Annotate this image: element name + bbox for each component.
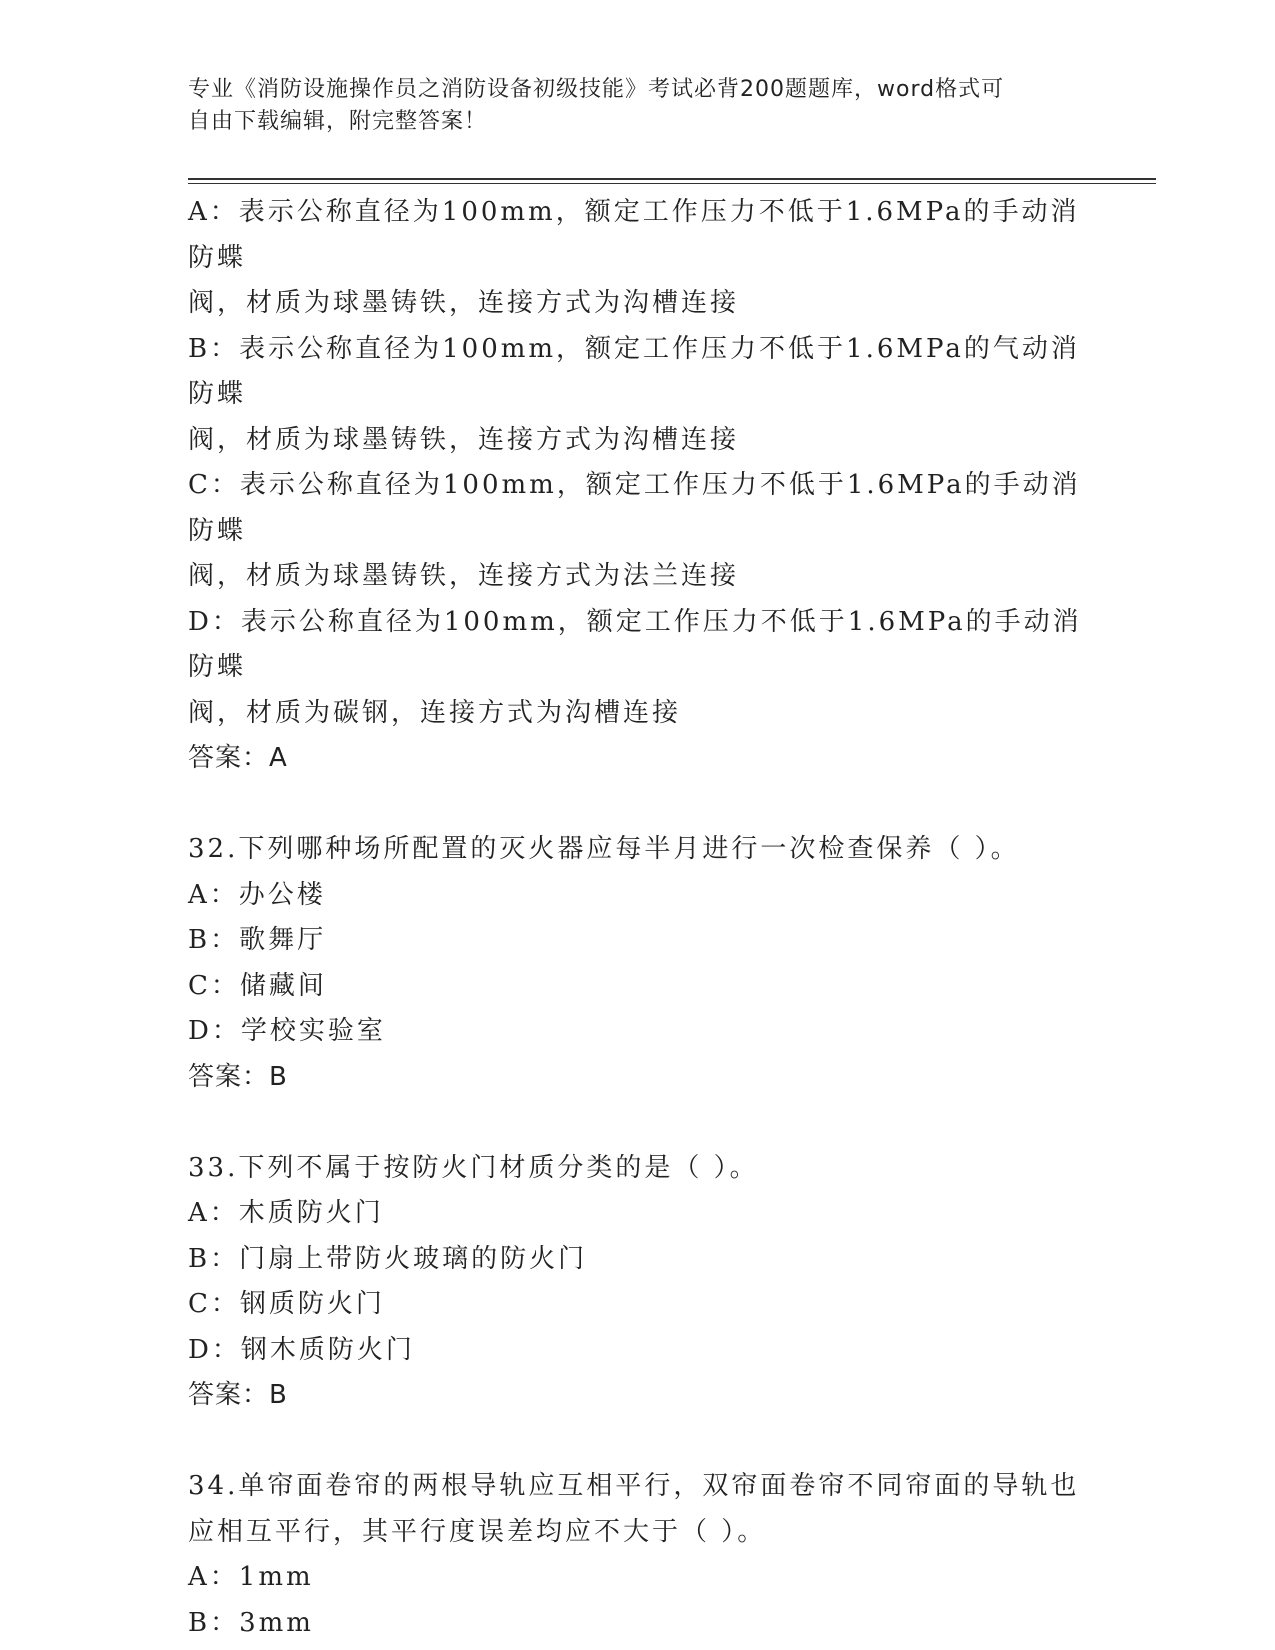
header-divider-thick <box>188 178 1156 180</box>
q34-question-line-2: 应相互平行，其平行度误差均应不大于（ ）。 <box>188 1516 767 1547</box>
question-34 <box>188 1464 1088 1646</box>
header-line-2: 自由下载编辑，附完整答案！ <box>188 109 488 134</box>
header-divider-thin <box>188 183 1156 184</box>
spacer <box>188 782 1088 828</box>
document-header <box>188 74 1088 138</box>
q31-option-a-line-2: 阀，材质为球墨铸铁，连接方式为沟槽连接 <box>188 288 740 318</box>
q33-question: 33.下列不属于按防火门材质分类的是（ ）。 <box>188 1152 759 1183</box>
q32-option-b: B：歌舞厅 <box>188 925 327 955</box>
q31-option-d-line-1: D：表示公称直径为100mm，额定工作压力不低于1.6MPa的手动消防蝶 <box>188 606 1082 682</box>
q33-option-a: A：木质防火门 <box>188 1198 384 1228</box>
spacer <box>188 1100 1088 1146</box>
q32-question: 32.下列哪种场所配置的灭火器应每半月进行一次检查保养（ ）。 <box>188 834 1020 864</box>
q32-option-a: A：办公楼 <box>188 879 326 910</box>
spacer <box>188 1419 1088 1465</box>
q34-question-line-1: 34.单帘面卷帘的两根导轨应互相平行，双帘面卷帘不同帘面的导轨也 <box>188 1471 1080 1501</box>
q31-answer: 答案：A <box>188 743 288 773</box>
q31-option-b-line-1: B：表示公称直径为100mm，额定工作压力不低于1.6MPa的气动消防蝶 <box>188 333 1080 409</box>
q33-answer: 答案：B <box>188 1380 288 1410</box>
document-body <box>188 190 1088 1646</box>
q32-answer: 答案：B <box>188 1061 288 1092</box>
q31-option-b-line-2: 阀，材质为球墨铸铁，连接方式为沟槽连接 <box>188 424 740 455</box>
q32-option-c: C：储藏间 <box>188 970 327 1001</box>
q31-option-c-line-2: 阀，材质为球墨铸铁，连接方式为法兰连接 <box>188 561 740 591</box>
q33-option-d: D：钢木质防火门 <box>188 1334 415 1365</box>
question-31 <box>188 190 1088 782</box>
q32-option-d: D：学校实验室 <box>188 1016 386 1046</box>
q31-option-a-line-1: A：表示公称直径为100mm，额定工作压力不低于1.6MPa的手动消防蝶 <box>188 197 1080 273</box>
q31-option-c-line-1: C：表示公称直径为100mm，额定工作压力不低于1.6MPa的手动消防蝶 <box>188 470 1081 546</box>
question-32 <box>188 827 1088 1100</box>
q34-option-b: B：3mm <box>188 1607 314 1638</box>
q33-option-b: B：门扇上带防火玻璃的防火门 <box>188 1243 588 1274</box>
q31-option-d-line-2: 阀，材质为碳钢，连接方式为沟槽连接 <box>188 697 682 728</box>
q34-option-a: A：1mm <box>188 1562 314 1592</box>
header-line-1: 专业《消防设施操作员之消防设备初级技能》考试必背200题题库，word格式可 <box>188 77 1005 102</box>
question-33 <box>188 1146 1088 1419</box>
q33-option-c: C：钢质防火门 <box>188 1289 385 1319</box>
